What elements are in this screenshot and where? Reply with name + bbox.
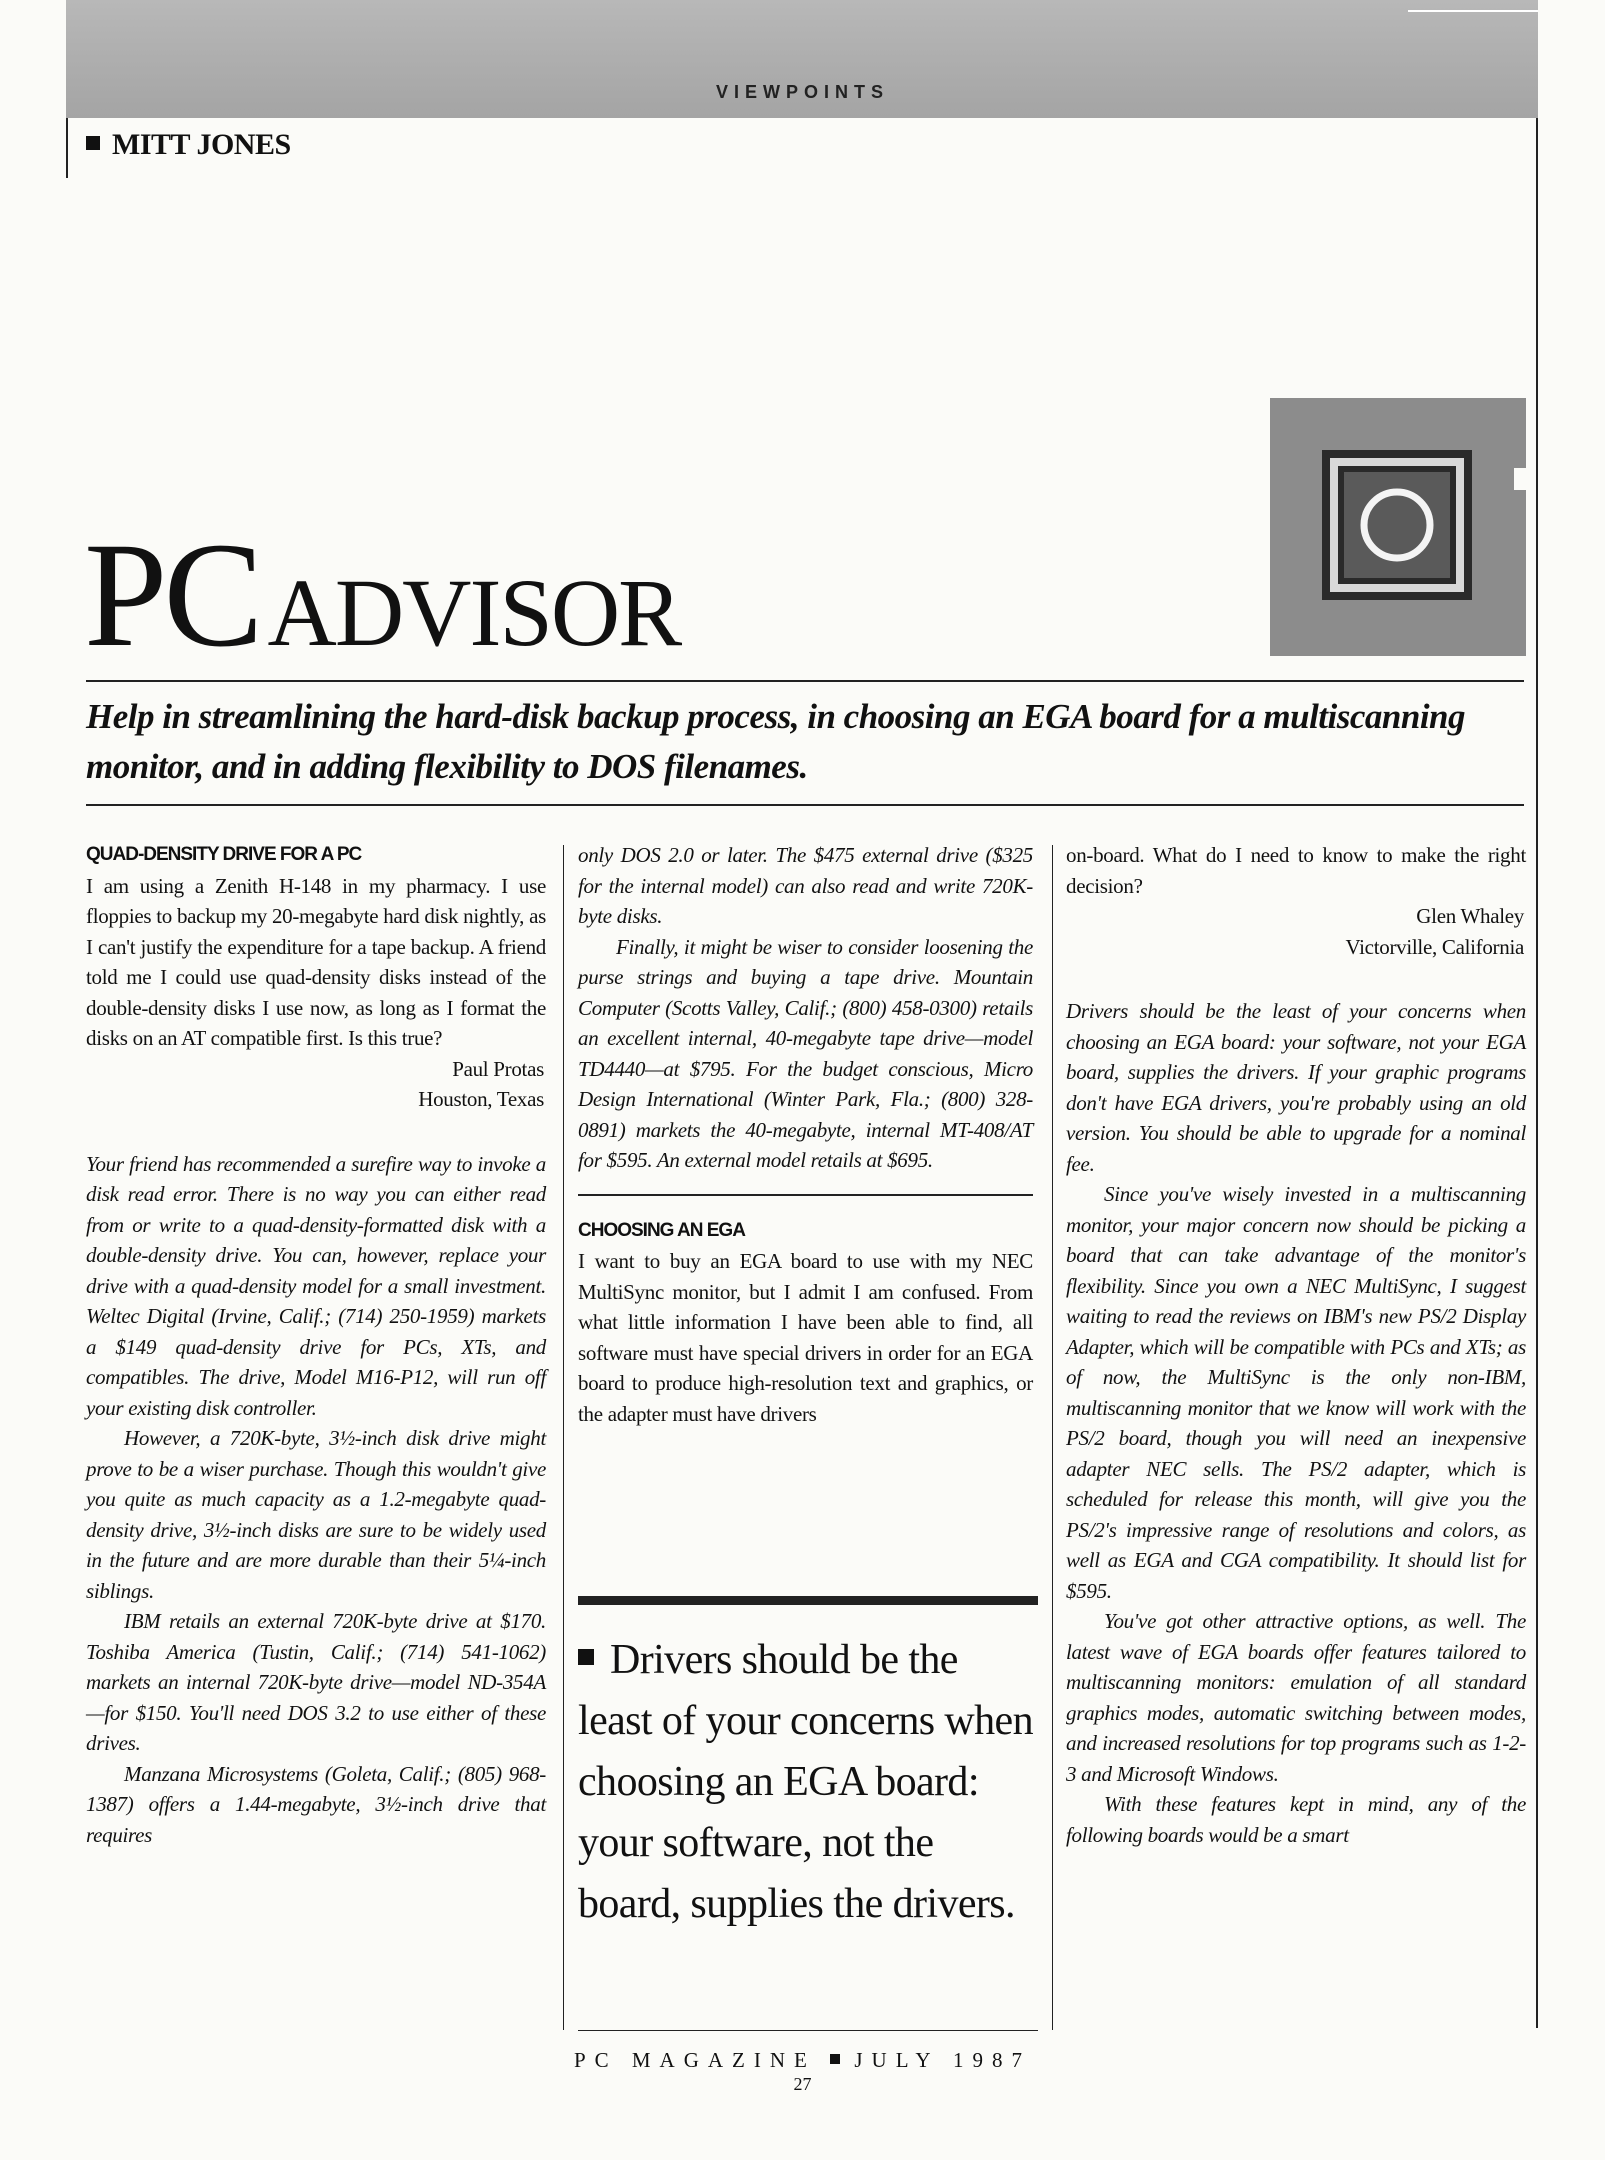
author-name: MITT JONES — [112, 128, 291, 161]
answer-paragraph: You've got other attractive options, as well. The latest wave of EGA boards offer features tailored to multiscanning monitors: emulation of all standard graphics modes, automatic switching between modes, and increased resolutions for top programs such as 1-2-3 and Microsoft Windows. — [1066, 1609, 1526, 1786]
pullquote-top-rule — [578, 1596, 1038, 1605]
left-border — [66, 118, 68, 178]
column-2 — [578, 840, 1033, 1429]
column-3 — [1066, 840, 1526, 1850]
column-1 — [86, 840, 546, 1850]
bullet-square-icon — [830, 2054, 840, 2064]
pull-quote-text: Drivers should be the least of your concerns when choosing an EGA board: your software, not the board, supplies the drivers. — [578, 1637, 1033, 1927]
answer-paragraph: IBM retails an external 720K-byte drive at $170. Toshiba America (Tustin, Calif.; (714) 541-1062) markets an internal 720K-byte drive—model ND-354A—for $150. You'll need DOS 3.2 to use either of these drives. — [86, 1609, 546, 1755]
chip-illustration-icon — [1270, 398, 1526, 656]
signature-place: Houston, Texas — [418, 1087, 544, 1111]
heading-choosing-ega: CHOOSING AN EGA — [578, 1219, 745, 1241]
heading-quad-density: QUAD-DENSITY DRIVE FOR A PC — [86, 844, 362, 865]
letter-text: on-board. What do I need to know to make the right decision? — [1066, 843, 1526, 898]
deck-top-rule — [86, 680, 1524, 682]
page-footer — [0, 2048, 1605, 2073]
answer-paragraph: Your friend has recommended a surefire way to invoke a disk read error. There is no way you can either read from or write to a quad-density-formatted disk with a double-density drive. You can, however, replace your drive with a quad-density model for a small investment. Weltec Digital (Irvine, Calif.; (714) 250-1959) markets a $149 quad-density drive for PCs, XTs, and compatibles. The drive, Model M16-P12, will run off your existing disk controller. — [86, 1151, 546, 1420]
page-number: 27 — [793, 2074, 812, 2094]
column-divider — [1052, 845, 1053, 2030]
answer-paragraph: With these features kept in mind, any of the following boards would be a smart — [1066, 1792, 1526, 1847]
deck-bottom-rule — [86, 804, 1524, 806]
title-main: PC — [84, 512, 260, 678]
letter-text: I want to buy an EGA board to use with my NEC MultiSync monitor, but I admit I am confused. From what little information I have been able to find, all software must have special drivers in order for an EGA board to produce high-resolution text and graphics, or the adapter must have drivers — [578, 1249, 1033, 1426]
answer-paragraph: only DOS 2.0 or later. The $475 external drive ($325 for the internal model) can also read and write 720K-byte disks. — [578, 843, 1033, 928]
signature-name: Glen Whaley — [1416, 904, 1524, 928]
pullquote-bottom-rule — [578, 2030, 1038, 2031]
answer-paragraph: Drivers should be the least of your concerns when choosing an EGA board: your software, not your EGA board, supplies the drivers. If your graphic programs don't have EGA drivers, you're probably using an old version. You should be able to upgrade for a nominal fee. — [1066, 999, 1526, 1176]
answer-paragraph: Manzana Microsystems (Goleta, Calif.; (805) 968-1387) offers a 1.44-megabyte, 3½-inch drive that requires — [86, 1761, 546, 1847]
page-title — [84, 512, 681, 678]
letter-text: I am using a Zenith H-148 in my pharmacy. I use floppies to backup my 20-megabyte hard disk nightly, as I can't justify the expenditure for a tape backup. A friend told me I could use quad-density disks instead of the double-density disks I use now, as long as I format the disks on an AT compatible first. Is this true? — [86, 873, 546, 1050]
bullet-square-icon — [578, 1649, 594, 1665]
answer-paragraph: Finally, it might be wiser to consider loosening the purse strings and buying a tape drive. Mountain Computer (Scotts Valley, Calif.; (800) 458-0300) retails an excellent internal, 40-megabyte tape drive—model TD4440—at $795. For the budget conscious, Micro Design International (Winter Park, Fla.; (800) 328-0891) markets the 40-megabyte, internal MT-408/AT for $595. An external model retails at $695. — [578, 934, 1033, 1172]
magazine-name: PC MAGAZINE — [573, 2048, 816, 2072]
answer-paragraph: Since you've wisely invested in a multiscanning monitor, your major concern now should be picking a board that can take advantage of the monitor's flexibility. Since you own a NEC MultiSync, I suggest waiting to read the reviews on IBM's new PS/2 Display Adapter, which will be compatible with PCs and XTs; as of now, the MultiSync is the only non-IBM, multiscanning monitor that we know will work with the PS/2 board, though you will need an inexpensive adapter NEC sells. The PS/2 adapter, which is scheduled for release this month, will give you the PS/2's impressive range of resolutions and colors, as well as EGA and CGA compatibility. It should list for $595. — [1066, 1182, 1526, 1603]
column-divider — [563, 845, 564, 2030]
answer-paragraph: However, a 720K-byte, 3½-inch disk drive might prove to be a wiser purchase. Though this wouldn't give you quite as much capacity as a 1.2-megabyte quad-density drive, 3½-inch disks are sure to be widely used in the future and are more durable than their 5¼-inch siblings. — [86, 1426, 546, 1603]
right-border — [1536, 118, 1538, 2028]
article-deck: Help in streamlining the hard-disk backup process, in choosing an EGA board for a multiscanning monitor, and in adding flexibility to DOS filenames. — [86, 697, 1466, 786]
section-label: VIEWPOINTS — [715, 82, 889, 102]
pull-quote — [578, 1630, 1038, 1935]
signature-name: Paul Protas — [452, 1056, 544, 1081]
signature-place: Victorville, California — [1345, 934, 1524, 959]
issue-date: JULY 1987 — [854, 2048, 1032, 2072]
bullet-square-icon — [86, 136, 100, 150]
header-rule — [1408, 10, 1538, 12]
title-sub: ADVISOR — [267, 559, 681, 666]
author-byline — [86, 128, 291, 162]
